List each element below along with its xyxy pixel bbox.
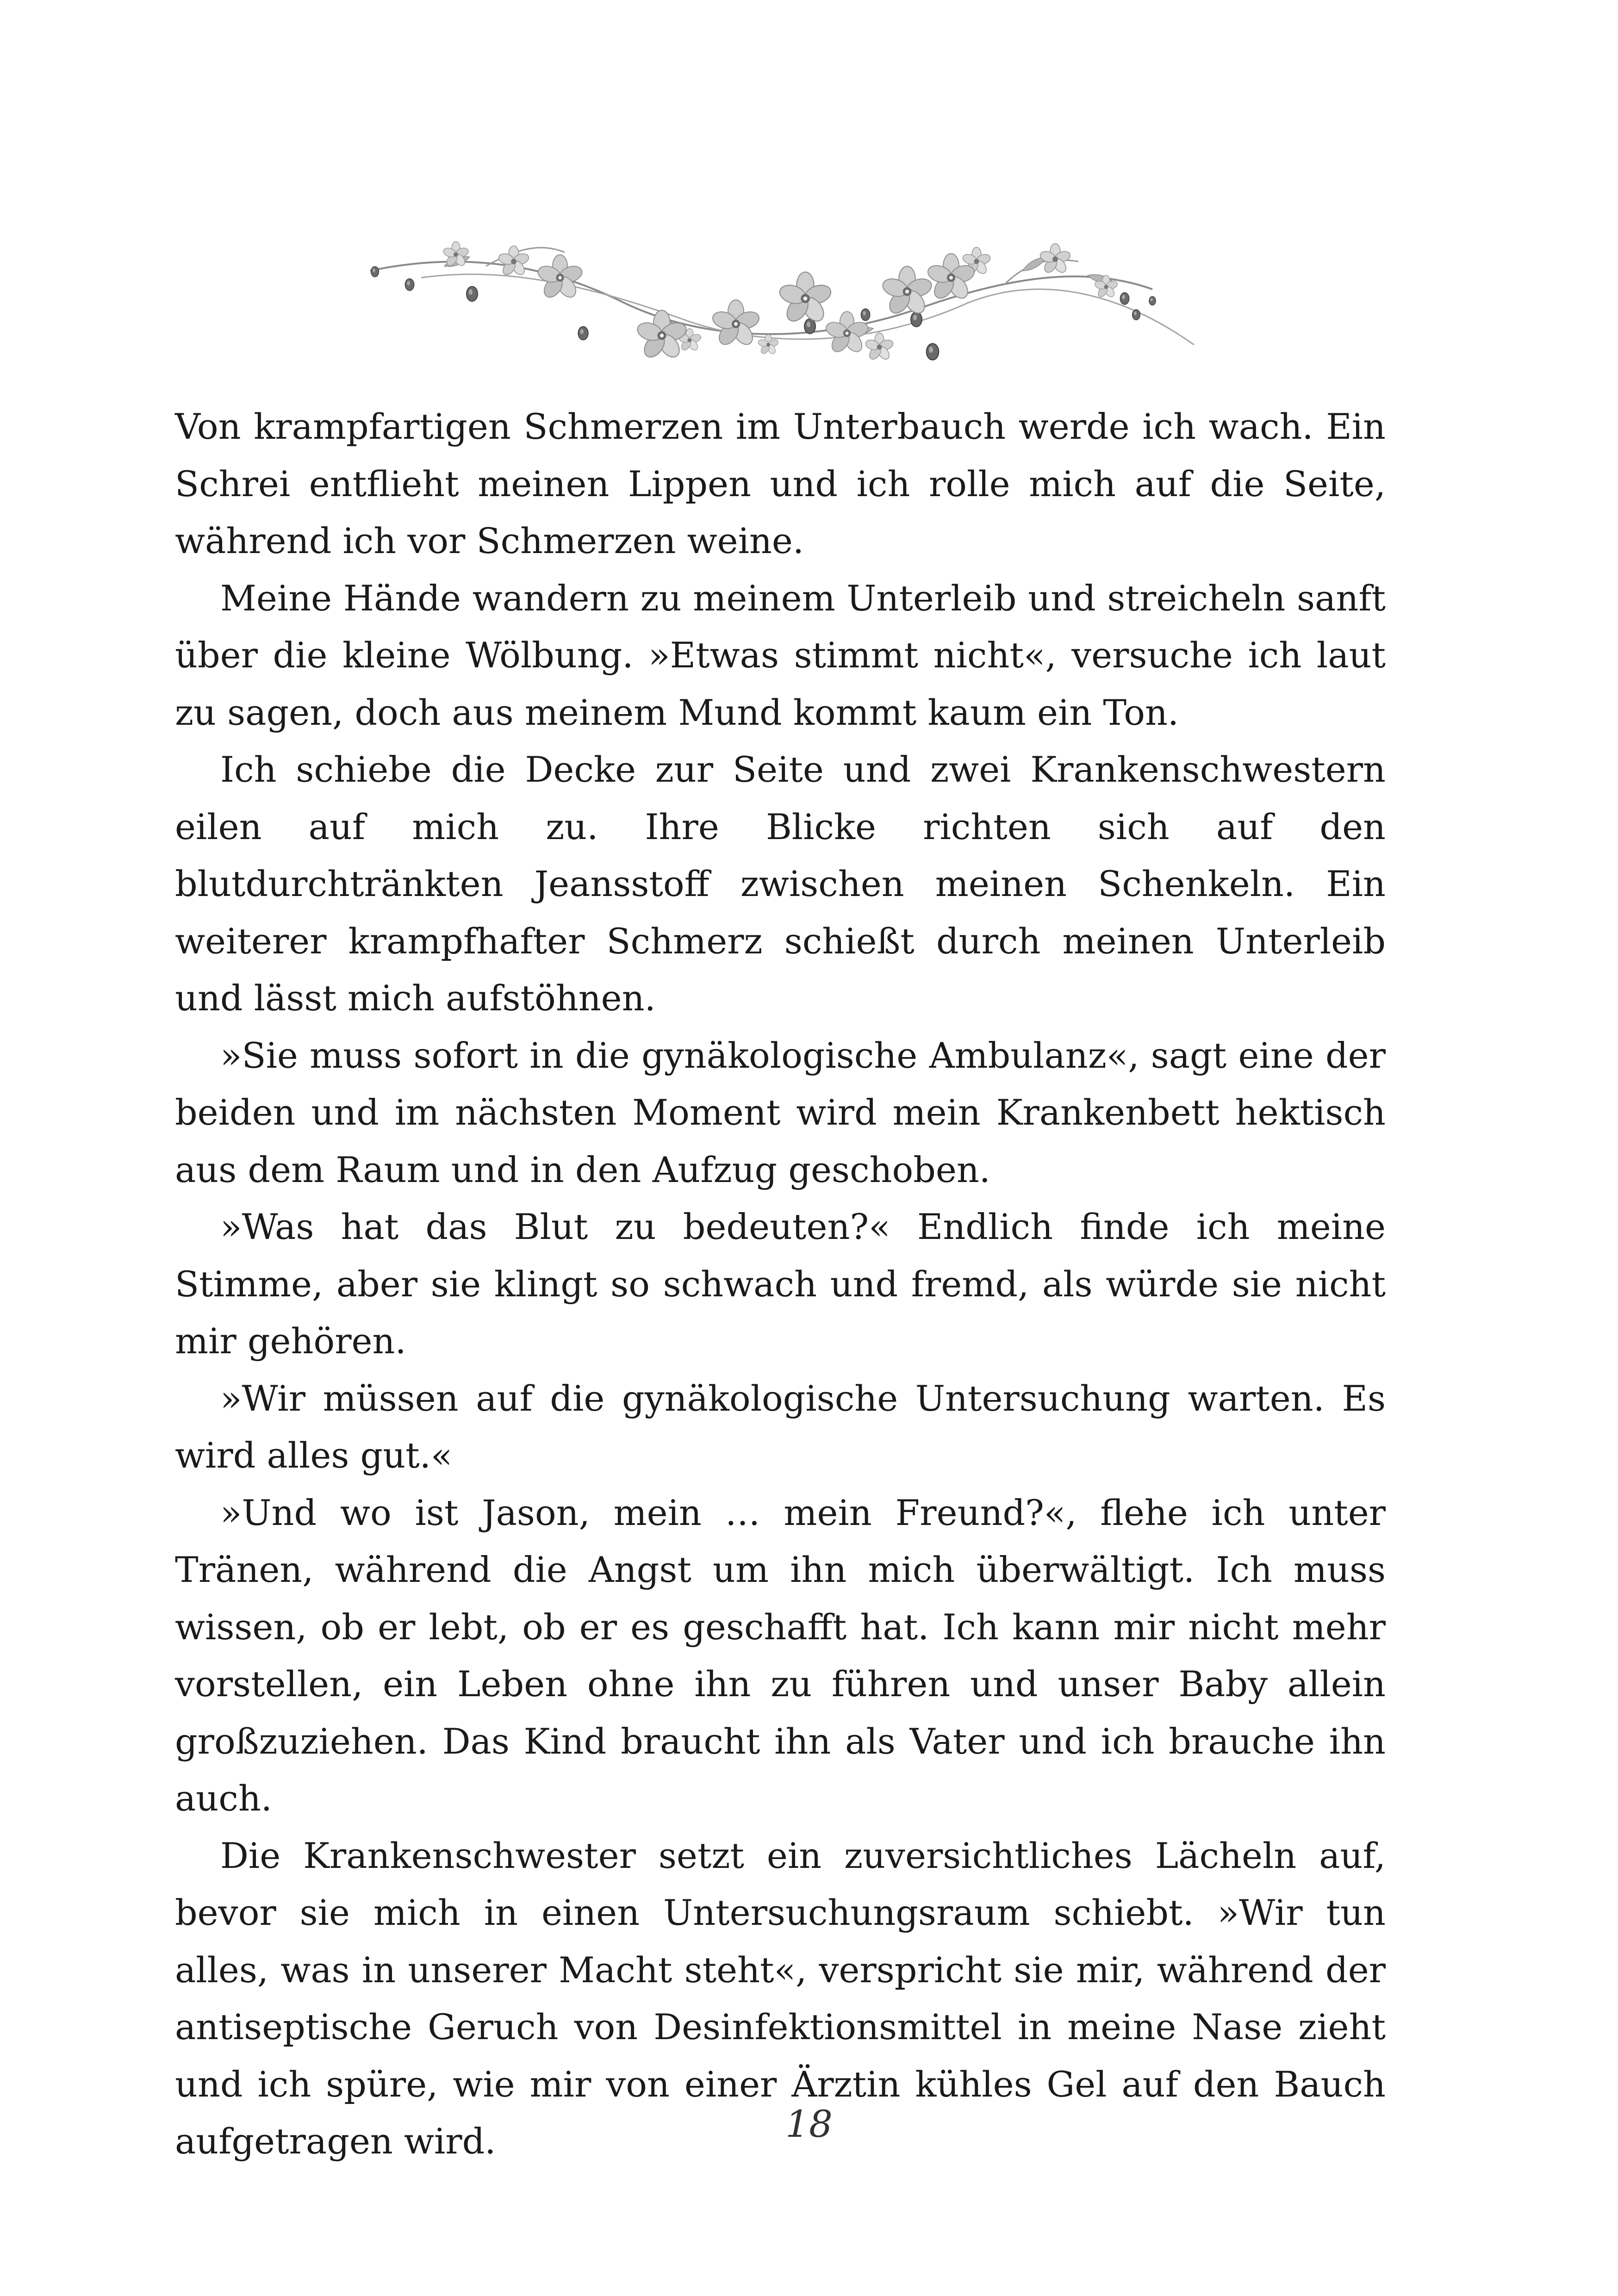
body-text	[175, 398, 1386, 2170]
paragraph: »Und wo ist Jason, mein … mein Freund?«, flehe ich unter Tränen, während die Angst um ihn mich überwältigt. Ich muss wissen, ob er lebt, ob er es geschafft hat. Ich kann mir nicht mehr vorstellen, ein Leben ohne ihn zu führen und unser Baby allein großzuziehen. Das Kind braucht ihn als Vater und ich brauche ihn auch.	[175, 1492, 1386, 1819]
paragraph: »Wir müssen auf die gynäkologische Untersuchung warten. Es wird alles gut.«	[175, 1377, 1386, 1476]
paragraph: Ich schiebe die Decke zur Seite und zwei Krankenschwestern eilen auf mich zu. Ihre Blicke richten sich auf den blutdurchtränkten Jeansstoff zwischen meinen Schenkeln. Ein weiterer krampfhafter Schmerz schießt durch meinen Unterleib und lässt mich aufstöhnen.	[175, 749, 1386, 1019]
paragraph: Meine Hände wandern zu meinem Unterleib und streicheln sanft über die kleine Wölbung. »Etwas stimmt nicht«, versuche ich laut zu sagen, doch aus meinem Mund kommt kaum ein Ton.	[175, 577, 1386, 733]
paragraph: »Sie muss sofort in die gynäkologische Ambulanz«, sagt eine der beiden und im nächsten Moment wird mein Krankenbett hektisch aus dem Raum und in den Aufzug geschoben.	[175, 1034, 1386, 1190]
cherry-blossom-ornament-icon	[366, 234, 1199, 366]
page-number: 18	[785, 2103, 833, 2146]
paragraph: Die Krankenschwester setzt ein zuversichtliches Lächeln auf, bevor sie mich in einen Untersuchungsraum schiebt. »Wir tun alles, was in unserer Macht steht«, verspricht sie mir, während der antiseptische Geruch von Desinfektionsmittel in meine Nase zieht und ich spüre, wie mir von einer Ärztin kühles Gel auf den Bauch aufgetragen wird.	[175, 1835, 1386, 2162]
paragraph: »Was hat das Blut zu bedeuten?« Endlich finde ich meine Stimme, aber sie klingt so schwach und fremd, als würde sie nicht mir gehören.	[175, 1206, 1386, 1362]
paragraph: Von krampfartigen Schmerzen im Unterbauch werde ich wach. Ein Schrei entflieht meinen Lippen und ich rolle mich auf die Seite, während ich vor Schmerzen weine.	[175, 406, 1386, 561]
